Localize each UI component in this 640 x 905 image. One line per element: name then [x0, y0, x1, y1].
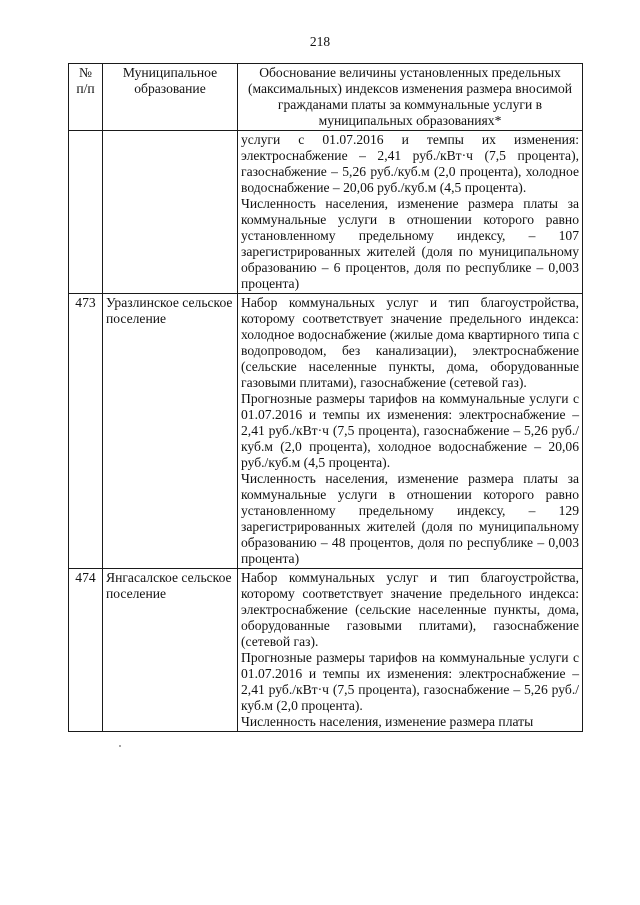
- table-header-row: [69, 64, 583, 131]
- justification-paragraph: Прогнозные размеры тарифов на коммунальные услуги с 01.07.2016 и темпы их изменения: электроснабжение – 2,41 руб./кВт·ч (7,5 процента), газоснабжение – 5,26 руб./куб.м (2,0 процента), холодное водоснабжение – 20,06 руб./куб.м (4,5 процента).: [241, 391, 579, 470]
- table-row: [69, 131, 583, 294]
- justification-paragraph: Численность населения, изменение размера платы за коммунальные услуги в отношении которого равно установленному предельному индексу, – 107 зарегистрированных жителей (доля по муниципальному образованию – 6 процентов, доля по республике – 0,003 процента): [241, 196, 579, 291]
- header-justification: Обоснование величины установленных предельных (максимальных) индексов изменения размера вносимой гражданами платы за коммунальные услуги в муниципальных образованиях*: [238, 64, 583, 131]
- justification-paragraph: Численность населения, изменение размера платы за коммунальные услуги в отношении которого равно установленному предельному индексу, – 129 зарегистрированных жителей (доля по муниципальному образованию – 48 процентов, доля по республике – 0,003 процента): [241, 471, 579, 566]
- row-municipality: Янгасалское сельское поселение: [103, 569, 238, 732]
- table-row: [69, 294, 583, 569]
- scan-speck: [119, 745, 121, 747]
- justification-table: [68, 63, 583, 732]
- justification-paragraph: Набор коммунальных услуг и тип благоустройства, которому соответствует значение предельного индекса: холодное водоснабжение (жилые дома квартирного типа с водопроводом, без канализации), электроснабжение (сельские населенные пункты, дома, оборудованные газовыми плитами), газоснабжение (сетевой газ).: [241, 295, 579, 390]
- justification-paragraph: услуги с 01.07.2016 и темпы их изменения: электроснабжение – 2,41 руб./кВт·ч (7,5 процента), газоснабжение – 5,26 руб./куб.м (2,0 процента), холодное водоснабжение – 20,06 руб./куб.м (4,5 процента).: [241, 132, 579, 195]
- row-justification: [238, 294, 583, 569]
- row-justification: [238, 131, 583, 294]
- page-number: 218: [309, 34, 331, 49]
- row-number: [69, 131, 103, 294]
- row-municipality: [103, 131, 238, 294]
- header-number: № п/п: [69, 64, 103, 131]
- justification-paragraph: Прогнозные размеры тарифов на коммунальные услуги с 01.07.2016 и темпы их изменения: электроснабжение – 2,41 руб./кВт·ч (7,5 процента), газоснабжение – 5,26 руб./куб.м (2,0 процента).: [241, 650, 579, 713]
- row-justification: [238, 569, 583, 732]
- header-municipality: Муниципальное образование: [103, 64, 238, 131]
- row-number: 474: [69, 569, 103, 732]
- row-municipality: Уразлинское сельское поселение: [103, 294, 238, 569]
- row-number: 473: [69, 294, 103, 569]
- justification-paragraph: Численность населения, изменение размера платы: [241, 714, 534, 729]
- table-row: [69, 569, 583, 732]
- justification-paragraph: Набор коммунальных услуг и тип благоустройства, которому соответствует значение предельного индекса: электроснабжение (сельские населенные пункты, дома, оборудованные газовыми плитами), газоснабжение (сетевой газ).: [241, 570, 579, 649]
